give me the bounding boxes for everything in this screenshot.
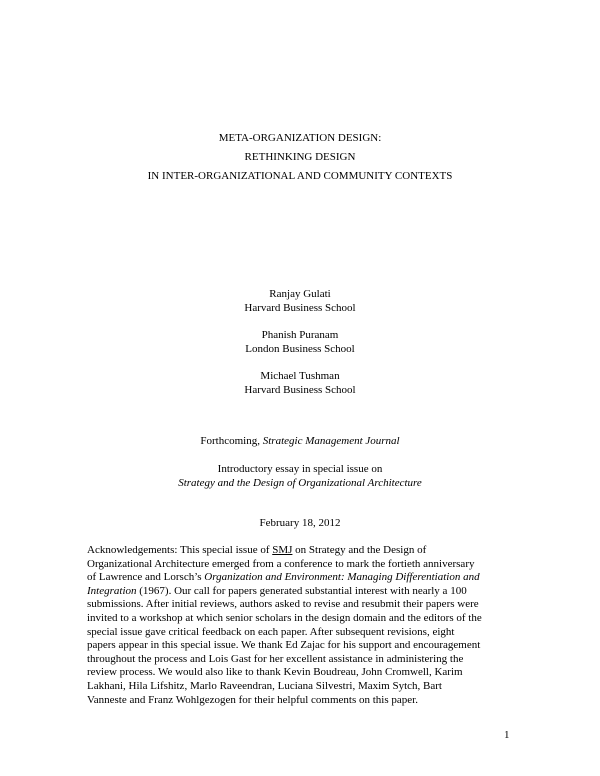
ack-line: Organizational Architecture emerged from a conference to mark the fortieth anniversary — [87, 557, 475, 570]
ack-line: submissions. After initial reviews, authors asked to revise and resubmit their papers were — [87, 598, 479, 611]
paper-date: February 18, 2012 — [259, 517, 341, 529]
title-line-3: IN INTER-ORGANIZATIONAL AND COMMUNITY CONTEXTS — [147, 170, 453, 182]
ack-line: review process. We would also like to thank Kevin Boudreau, John Cromwell, Karim — [87, 666, 463, 679]
page-number: 1 — [504, 729, 510, 741]
ack-line: invited to a workshop at which senior scholars in the design domain and the editors of the — [87, 611, 482, 624]
ack-line: papers appear in this special issue. We thank Ed Zajac for his support and encouragement — [87, 639, 481, 652]
title-line-2: RETHINKING DESIGN — [244, 151, 356, 163]
paper-title — [0, 129, 600, 186]
author-affiliation: Harvard Business School — [244, 302, 356, 314]
author-name: Michael Tushman — [260, 370, 340, 382]
special-issue-title: Strategy and the Design of Organizational Architecture — [178, 477, 422, 489]
ack-text: on Strategy and the Design of — [292, 544, 427, 556]
ack-text: of Lawrence and Lorsch’s — [87, 571, 205, 584]
author-name: Phanish Puranam — [261, 329, 339, 341]
journal-name: Strategic Management Journal — [262, 435, 400, 447]
smj-link[interactable]: SMJ — [272, 544, 293, 556]
ack-line: Lakhani, Hila Lifshitz, Marlo Raveendran, Luciana Silvestri, Maxim Sytch, Bart — [87, 679, 442, 692]
venue-prefix: Forthcoming, — [200, 435, 263, 447]
ack-line: special issue gave critical feedback on each paper. After subsequent revisions, eight — [87, 625, 455, 638]
ack-text: Acknowledgements: This special issue of — [87, 544, 273, 556]
author-block — [0, 287, 600, 315]
author-name: Ranjay Gulati — [269, 288, 331, 300]
author-block — [0, 328, 600, 356]
ack-text: (1967). Our call for papers generated substantial interest with nearly a 100 — [136, 584, 467, 597]
author-affiliation: London Business School — [245, 343, 355, 355]
ack-line — [87, 571, 517, 585]
author-affiliation: Harvard Business School — [244, 384, 356, 396]
title-line-1: META-ORGANIZATION DESIGN: — [218, 132, 382, 144]
ack-line: throughout the process and Lois Gast for her excellent assistance in administering the — [87, 652, 464, 665]
cited-book-title: Integration — [87, 584, 137, 597]
acknowledgements — [87, 544, 517, 707]
author-list — [0, 287, 600, 410]
ack-line: Vanneste and Franz Wohlgezogen for their helpful comments on this paper. — [87, 693, 418, 706]
essay-line-2 — [0, 476, 600, 490]
ack-line — [87, 585, 517, 599]
publication-venue — [0, 434, 600, 448]
essay-line-1: Introductory essay in special issue on — [217, 463, 383, 475]
author-block — [0, 369, 600, 397]
ack-line — [87, 544, 517, 558]
cited-book-title: Organization and Environment: Managing Differentiation and — [204, 571, 480, 584]
essay-description — [0, 462, 600, 490]
